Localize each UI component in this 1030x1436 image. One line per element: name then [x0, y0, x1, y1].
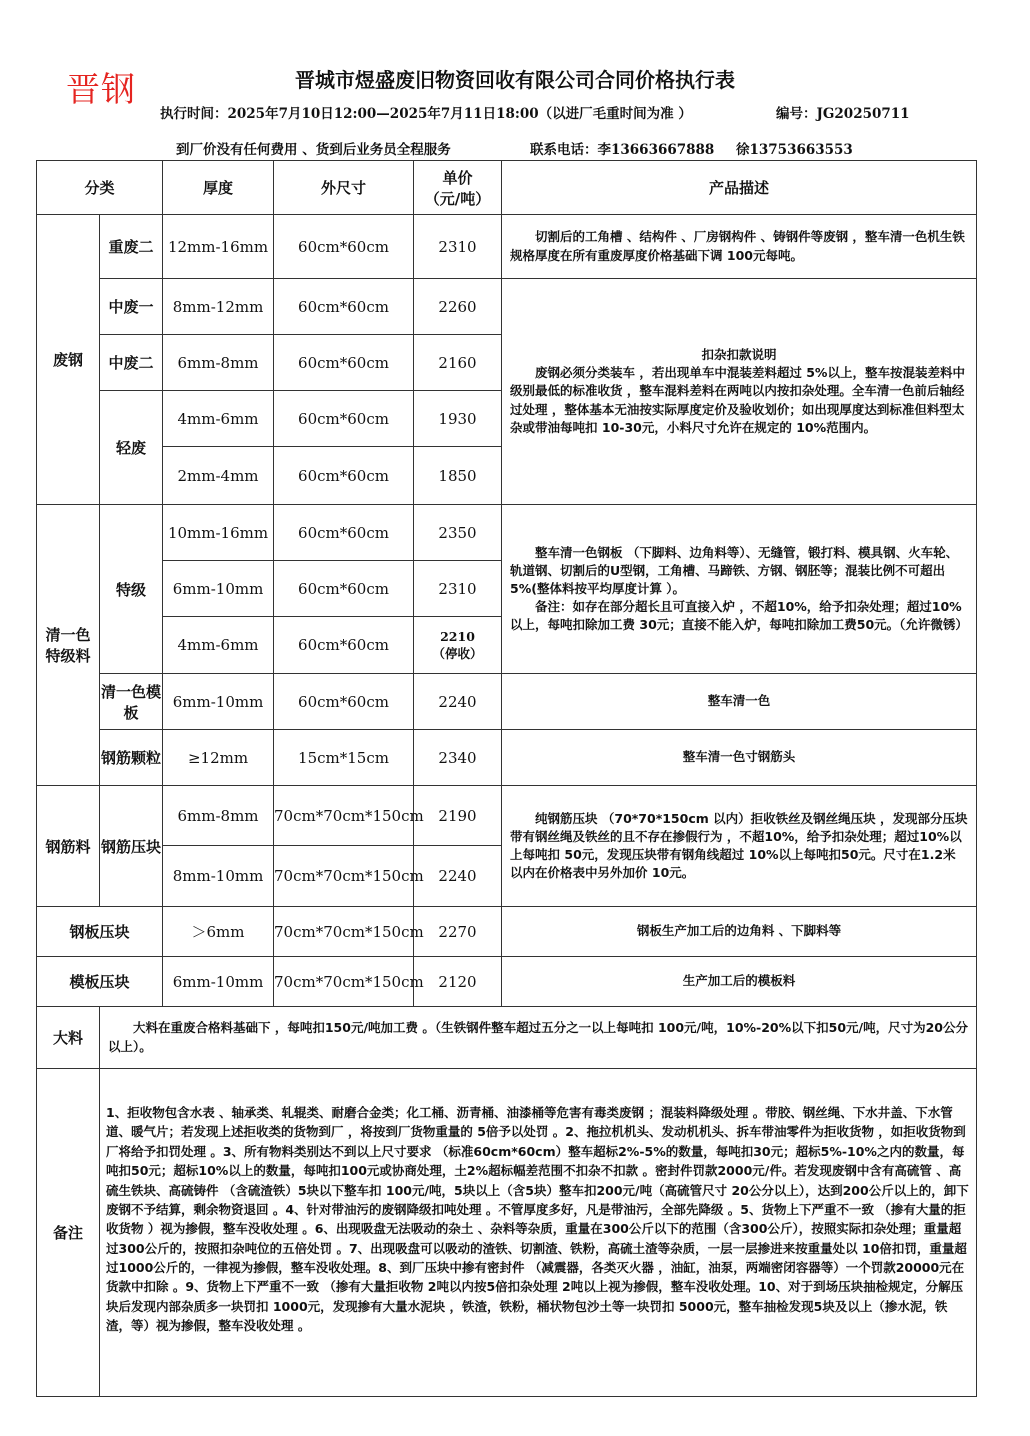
header-thickness: 厚度 [163, 161, 274, 215]
deduction-text: 废钢必须分类装车 ，若出现单车中混装差料超过 5%以上，整车按混装差料中级别最低的标准收货 ，整车混料差料在两吨以内按扣杂处理。全车清一色前后轴经过处理 ，整体基本无油按实际厚度定价及验收划价；如出现厚度达到标准但料型太杂或带油每吨扣 10-30元，小料尺寸允许在规定的 10%范围内。 [510, 365, 965, 435]
table-row [37, 1069, 977, 1397]
price-cell: 1850 [414, 447, 502, 505]
desc-cell: 钢板生产加工后的边角料 、下脚料等 [502, 907, 977, 957]
desc-cell: 整车清一色寸钢筋头 [502, 730, 977, 786]
doc-code: 编号：JG20250711 [776, 106, 910, 122]
desc-cell: 生产加工后的模板料 [502, 957, 977, 1007]
header-size: 外尺寸 [274, 161, 414, 215]
price-status: （停收） [432, 645, 483, 661]
price-cell: 2240 [414, 846, 502, 907]
price-cell: 2310 [414, 561, 502, 617]
sub-category: 重废二 [100, 215, 163, 279]
thickness-cell: 8mm-10mm [163, 846, 274, 907]
large-text: 大料在重废合格料基础下 ，每吨扣150元/吨加工费 。（生铁钢件整车超过五分之一以上每吨扣 100元/吨，10%-20%以下扣50元/吨，尺寸为20公分以上）。 [100, 1007, 977, 1069]
price-value: 2210 [440, 628, 475, 644]
price-cell: 2310 [414, 215, 502, 279]
table-row [37, 1007, 977, 1069]
size-cell: 70cm*70cm*150cm [274, 907, 414, 957]
table-row [37, 215, 977, 279]
thickness-cell: 4mm-6mm [163, 391, 274, 447]
page-title: 晋城市煜盛废旧物资回收有限公司合同价格执行表 [295, 68, 735, 92]
price-cell: 2190 [414, 786, 502, 846]
exec-time: 执行时间：2025年7月10日12:00—2025年7月11日18:00（以进厂毛重时间为准 ） [160, 106, 692, 122]
remarks-body: 1、拒收物包含水表 、轴承类、轧辊类、耐磨合金类；化工桶、沥青桶、油漆桶等危害有毒类废钢 ；混装料降级处理 。带胶、钢丝绳、下水井盖、下水管道、暖气片；若发现上述拒收类的货物到厂 ，将按到厂货物重量的 5倍予以处罚 。2、拖拉机机头、发动机机头、拆车带油零件为拒收货物 ，如拒收货物到厂将给予扣罚处理 。3、所有物料类别达不到以上尺寸要求 （标准60cm*60cm）整车超标2%-5%的数量，每吨扣30元；超标5%-10%之内的数量，每吨扣50元；超标10%以上的数量，每吨扣100元或协商处理，土2%超标幅差范围不扣杂不扣款 。密封件罚款2000元/件。若发现废钢中含有高硫管 、高硫生铁块、高硫铸件 （含硫渣铁）5块以下整车扣 100元/吨，5块以上（含5块）整车扣200元/吨（高硫管尺寸 20公分以上），达到200公斤以上的，卸下废钢不予结算，剩余物资退回 。4、针对带油污的废钢降级扣吨处理 。不管厚度多好，凡是带油污，全部先降级 。5、货物上下严重不一致 （掺有大量的拒收货物 ）视为掺假，整车没收处理 。6、出现吸盘无法吸动的杂土 、杂料等杂质，重量在300公斤以下的范围（含300公斤），按照实际扣杂处理；重量超过300公斤的，按照扣杂吨位的五倍处罚 。7、出现吸盘可以吸动的渣铁、切割渣、铁粉，高硫土渣等杂质，一层一层掺进来按重量处以 10倍扣罚，重量超过1000公斤的，一律视为掺假，整车没收处理。8、到厂压块中掺有密封件 （减震器，各类灭火器 ，油缸，油泵，两端密闭容器等）一个罚款20000元在货款中扣除 。9、货物上下严重不一致 （掺有大量拒收物 2吨以内按5倍扣杂处理 2吨以上视为掺假，整车没收处理。10、对于到场压块抽检规定，分解压块后发现内部杂质多一块罚扣 1000元，发现掺有大量水泥块 ，铁渣，铁粉，桶状物包沙土等一块罚扣 5000元，整车抽检发现5块及以上（掺水泥，铁渣，等）视为掺假，整车没收处理 。 [106, 1105, 969, 1334]
thickness-cell: 6mm-8mm [163, 786, 274, 846]
header-category: 分类 [37, 161, 163, 215]
size-cell: 60cm*60cm [274, 505, 414, 561]
price-cell: 2240 [414, 674, 502, 730]
contact-phone-1: 联系电话：李13663667888 [530, 142, 715, 158]
price-cell: 1930 [414, 391, 502, 447]
table-row [37, 674, 977, 730]
category-plate: 钢板压块 [37, 907, 163, 957]
desc-cell: 纯钢筋压块 （70*70*150cm 以内）拒收铁丝及钢丝绳压块 ，发现部分压块带有钢丝绳及铁丝的且不存在掺假行为 ，不超10%，给予扣杂处理；超过10%以上每吨扣 50元，发现压块带有钢角线超过 10%以上每吨扣50元。尺寸在1.2米以内在价格表中另外加价 10元。 [502, 786, 977, 907]
price-cell: 2120 [414, 957, 502, 1007]
size-cell: 60cm*60cm [274, 561, 414, 617]
table-row [37, 907, 977, 957]
remarks-text [100, 1069, 977, 1397]
table-header-row [37, 161, 977, 215]
sub-category: 中废二 [100, 335, 163, 391]
size-cell: 60cm*60cm [274, 447, 414, 505]
service-note: 到厂价没有任何费用 、货到后业务员全程服务 [176, 142, 451, 158]
size-cell: 15cm*15cm [274, 730, 414, 786]
price-cell [414, 617, 502, 674]
price-cell: 2260 [414, 279, 502, 335]
size-cell: 60cm*60cm [274, 617, 414, 674]
thickness-cell: 2mm-4mm [163, 447, 274, 505]
special-note: 备注：如存在部分超长且可直接入炉 ，不超10%，给予扣杂处理；超过10%以上，每吨扣除加工费 30元；直接不能入炉，每吨扣除加工费50元。（允许微锈） [510, 599, 968, 633]
price-cell: 2340 [414, 730, 502, 786]
special-desc: 整车清一色钢板 （下脚料、边角料等）、无缝管，锻打料、模具钢、火车轮、轨道钢、切割后的U型钢，工角槽、马蹄铁、方钢、钢胚等；混装比例不可超出 5%(整体料按平均厚度计算 ）。 [510, 544, 959, 596]
size-cell: 70cm*70cm*150cm [274, 846, 414, 907]
sub-category: 钢筋压块 [100, 786, 163, 907]
sub-category: 轻废 [100, 391, 163, 505]
desc-cell [502, 505, 977, 674]
price-cell: 2160 [414, 335, 502, 391]
price-table [36, 160, 977, 1397]
thickness-cell: 6mm-8mm [163, 335, 274, 391]
thickness-cell: ≥12mm [163, 730, 274, 786]
desc-cell: 切割后的工角槽 、结构件 、厂房钢构件 、铸钢件等废钢 ，整车清一色机生铁规格厚度在所有重废厚度价格基础下调 100元每吨。 [502, 215, 977, 279]
group-rebar: 钢筋料 [37, 786, 100, 907]
sub-category: 中废一 [100, 279, 163, 335]
desc-cell: 整车清一色 [502, 674, 977, 730]
thickness-cell: 4mm-6mm [163, 617, 274, 674]
header-price [414, 161, 502, 215]
size-cell: 60cm*60cm [274, 674, 414, 730]
thickness-cell: ＞6mm [163, 907, 274, 957]
size-cell: 60cm*60cm [274, 391, 414, 447]
sub-category: 清一色模板 [100, 674, 163, 730]
deduction-title: 扣杂扣款说明 [701, 347, 777, 363]
group-scrap: 废钢 [37, 215, 100, 505]
thickness-cell: 10mm-16mm [163, 505, 274, 561]
sub-category: 特级 [100, 505, 163, 674]
brand-logo-text: 晋钢 [66, 70, 136, 110]
size-cell: 60cm*60cm [274, 215, 414, 279]
table-row [37, 786, 977, 846]
price-cell: 2350 [414, 505, 502, 561]
thickness-cell: 6mm-10mm [163, 674, 274, 730]
table-row [37, 730, 977, 786]
header-price-unit: （元/吨） [424, 189, 491, 208]
sub-category: 钢筋颗粒 [100, 730, 163, 786]
size-cell: 60cm*60cm [274, 279, 414, 335]
category-large: 大料 [37, 1007, 100, 1069]
header-desc: 产品描述 [502, 161, 977, 215]
header-price-label: 单价 [442, 168, 473, 187]
price-cell: 2270 [414, 907, 502, 957]
category-mold: 模板压块 [37, 957, 163, 1007]
desc-cell [502, 279, 977, 505]
table-row [37, 957, 977, 1007]
table-row [37, 505, 977, 561]
thickness-cell: 12mm-16mm [163, 215, 274, 279]
thickness-cell: 6mm-10mm [163, 561, 274, 617]
thickness-cell: 8mm-12mm [163, 279, 274, 335]
group-special: 清一色特级料 [37, 505, 100, 786]
table-row [37, 279, 977, 335]
thickness-cell: 6mm-10mm [163, 957, 274, 1007]
category-remarks: 备注 [37, 1069, 100, 1397]
contact-phone-2: 徐13753663553 [736, 142, 853, 158]
size-cell: 70cm*70cm*150cm [274, 786, 414, 846]
size-cell: 70cm*70cm*150cm [274, 957, 414, 1007]
size-cell: 60cm*60cm [274, 335, 414, 391]
